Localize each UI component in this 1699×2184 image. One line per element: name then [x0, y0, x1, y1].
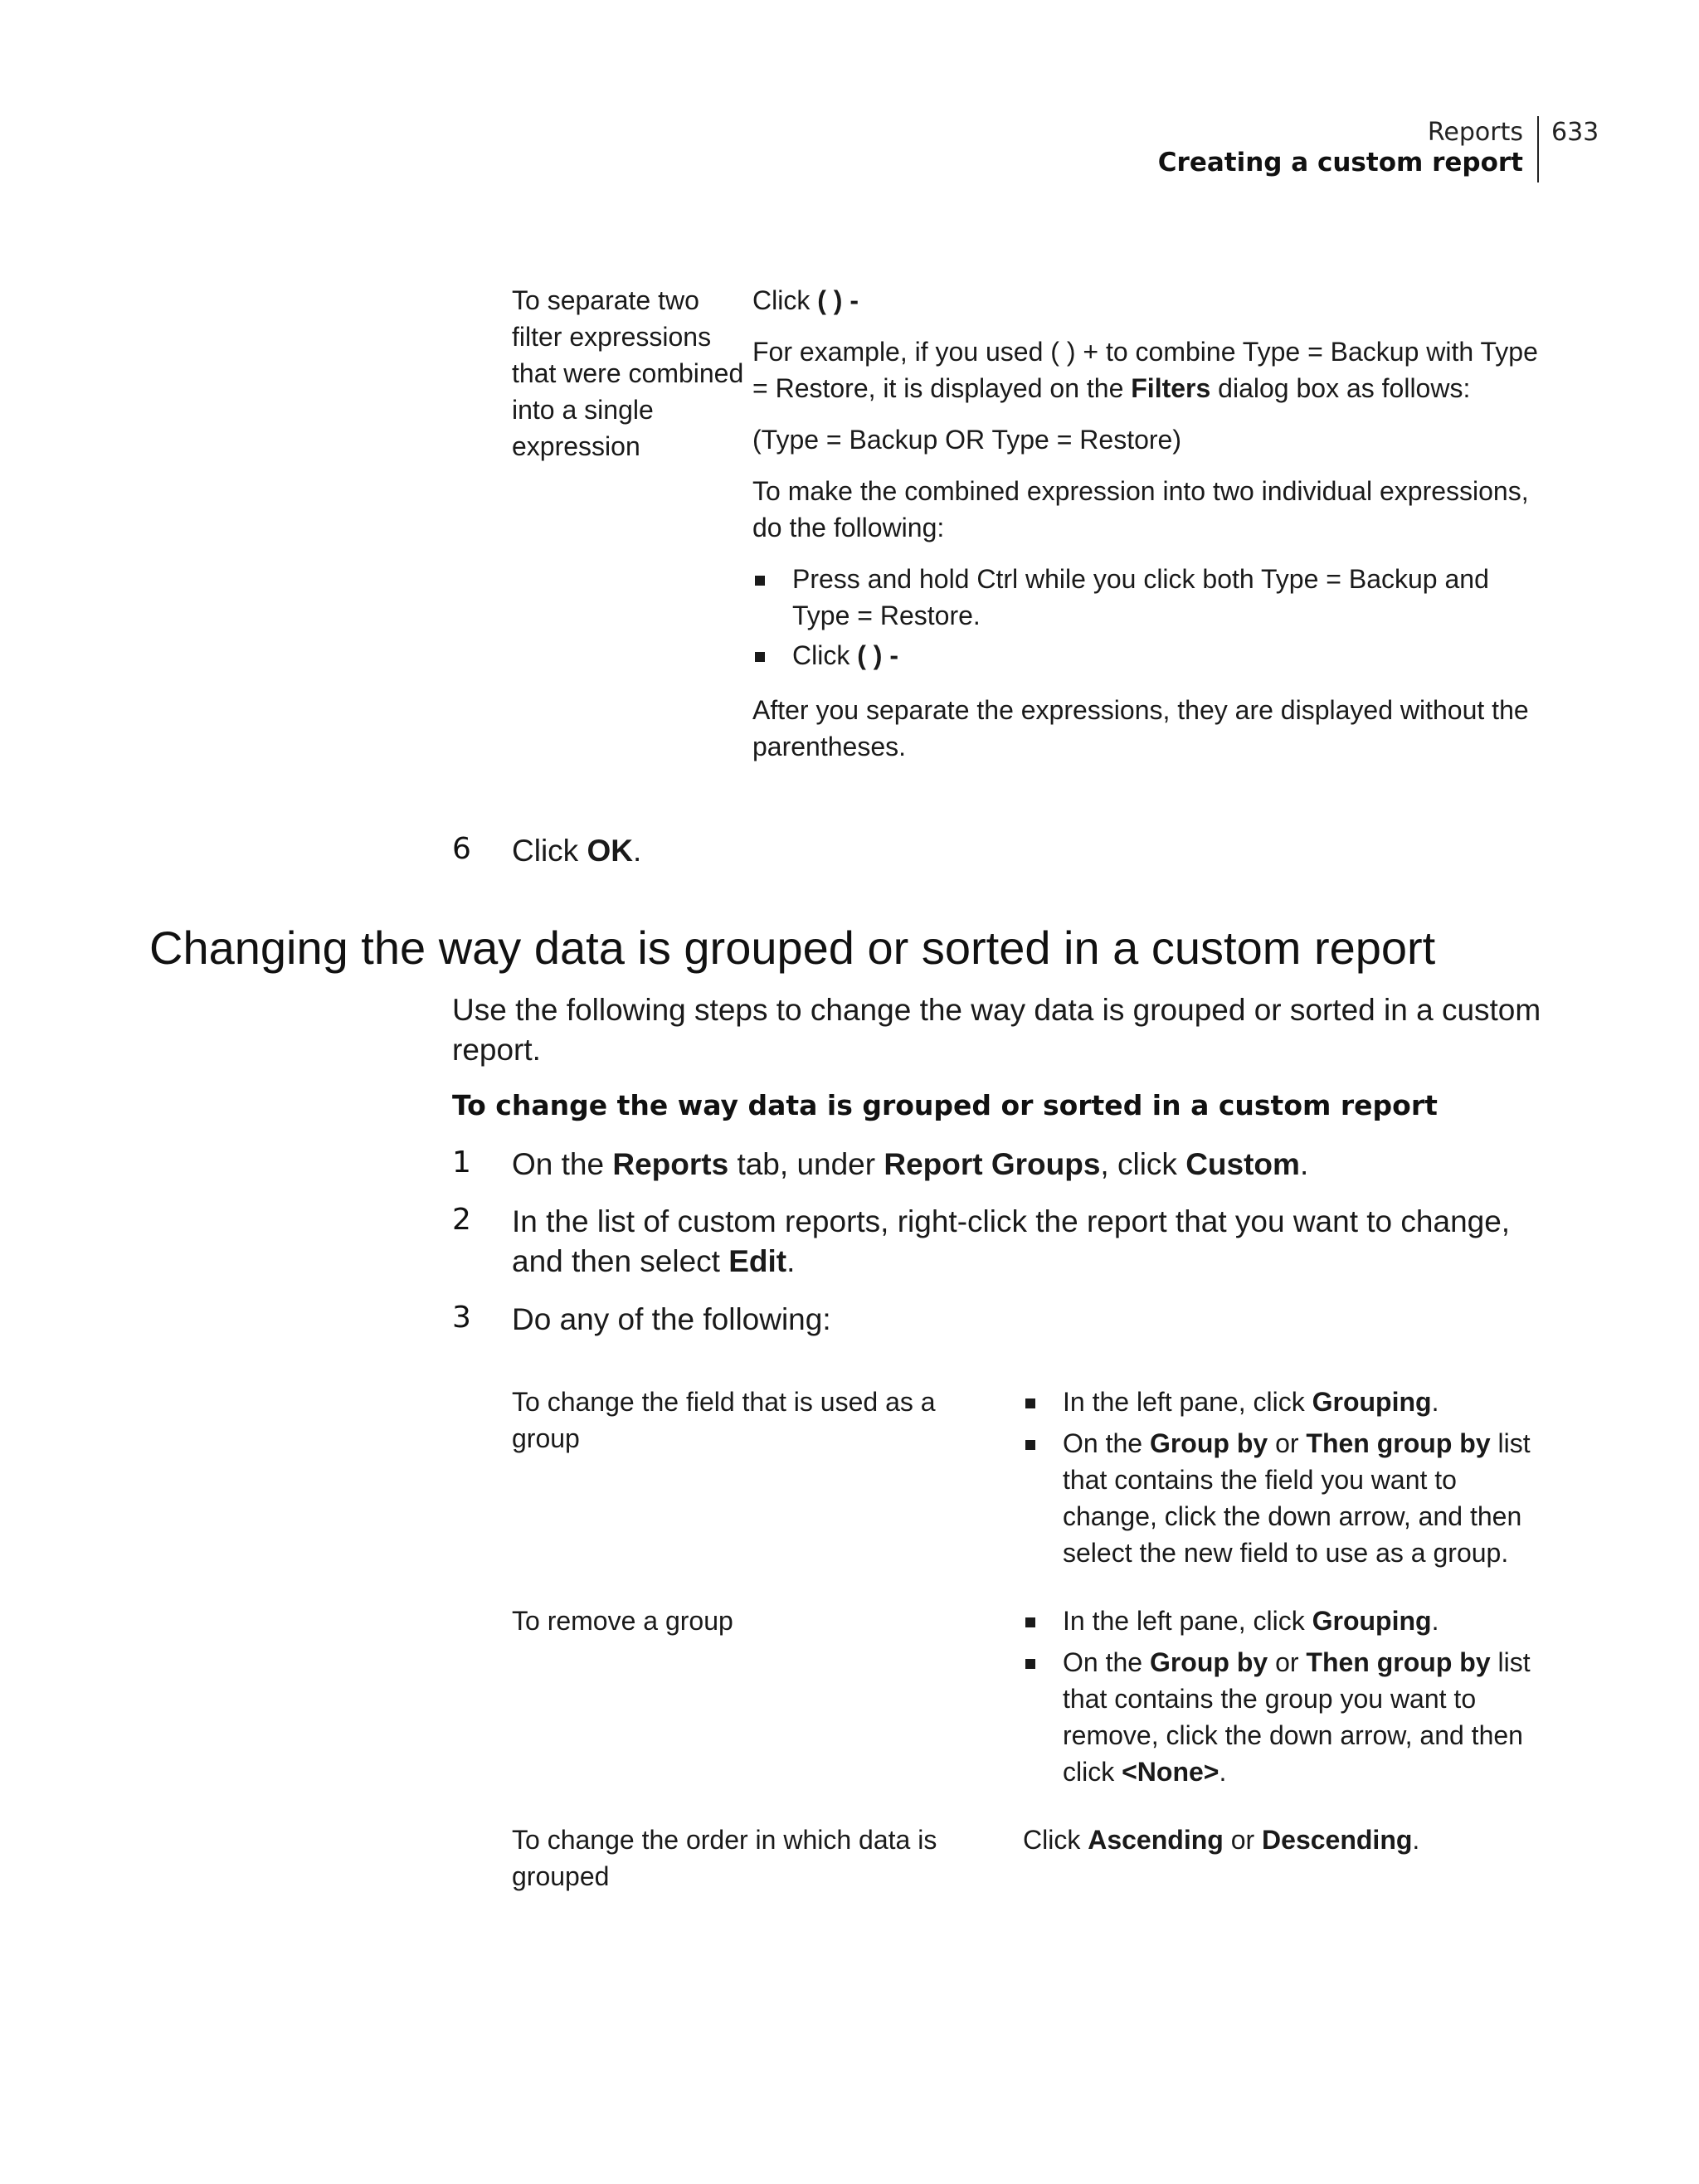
- text: list that contains the field you want to change, click the down arrow, and then select the new field to use as a group.: [1063, 1428, 1531, 1568]
- ui-button-ref: ( ) -: [817, 285, 859, 315]
- table-row-action-separate: [752, 282, 1541, 780]
- text: In the left pane, click: [1063, 1387, 1312, 1417]
- section-heading: Changing the way data is grouped or sorted in a custom report: [149, 922, 1436, 974]
- text: or: [1268, 1428, 1307, 1458]
- table-row-action: [1023, 1822, 1546, 1858]
- list-item: Press and hold Ctrl while you click both Type = Backup and Type = Restore.: [752, 561, 1541, 634]
- running-header: [0, 114, 1699, 189]
- text: list that contains the group you want to remove, click the down arrow, and then click: [1063, 1647, 1531, 1787]
- text: .: [632, 834, 642, 868]
- list-item: [1023, 1384, 1546, 1420]
- ui-list-ref: Then group by: [1306, 1647, 1491, 1677]
- text: On the: [1063, 1647, 1150, 1677]
- text: .: [1412, 1825, 1420, 1855]
- text: Click: [512, 834, 587, 868]
- ui-button-ref: ( ) -: [857, 640, 898, 670]
- text: In the list of custom reports, right-click the report that you want to change, and then select: [512, 1204, 1511, 1278]
- example-paragraph: [752, 333, 1541, 406]
- text: .: [1219, 1757, 1227, 1787]
- text: .: [786, 1244, 796, 1278]
- text: or: [1268, 1647, 1307, 1677]
- ui-option-ref: Ascending: [1088, 1825, 1224, 1855]
- step-text: [512, 831, 1549, 871]
- ui-option-ref: <None>: [1122, 1757, 1219, 1787]
- step-text: [512, 1145, 1549, 1184]
- instruction-intro: To make the combined expression into two individual expressions, do the following:: [752, 476, 1529, 542]
- step-text: Do any of the following:: [512, 1302, 831, 1336]
- header-chapter-title: Creating a custom report: [1157, 148, 1523, 178]
- ui-item-ref: Custom: [1185, 1147, 1300, 1181]
- ui-button-ref: OK: [587, 834, 633, 868]
- table-row-action: [1023, 1384, 1546, 1576]
- text: Click: [792, 640, 858, 670]
- ui-list-ref: Group by: [1149, 1428, 1268, 1458]
- list-item: [752, 637, 1541, 674]
- text: On the: [512, 1147, 613, 1181]
- ui-tab-ref: Reports: [612, 1147, 729, 1181]
- list-item: [1023, 1425, 1546, 1571]
- ui-dialog-ref: Filters: [1131, 373, 1211, 403]
- table-row-label: To change the field that is used as a group: [512, 1387, 936, 1453]
- text: dialog box as follows:: [1210, 373, 1471, 403]
- step-text: [512, 1202, 1549, 1282]
- ui-option-ref: Descending: [1262, 1825, 1413, 1855]
- list-item: [1023, 1603, 1546, 1639]
- text: Click: [1023, 1825, 1088, 1855]
- after-note: After you separate the expressions, they are displayed without the parentheses.: [752, 695, 1529, 761]
- table-row-action: [1023, 1603, 1546, 1795]
- list-item: [1023, 1644, 1546, 1790]
- text: , click: [1100, 1147, 1186, 1181]
- header-section-title: Reports: [1427, 118, 1523, 147]
- text: .: [1431, 1606, 1439, 1636]
- ui-group-ref: Report Groups: [884, 1147, 1101, 1181]
- table-row-label: To change the order in which data is grouped: [512, 1825, 937, 1891]
- step-number: 3: [452, 1301, 471, 1335]
- text: On the: [1063, 1428, 1150, 1458]
- header-divider: [1537, 116, 1539, 182]
- text: Click: [752, 285, 818, 315]
- ui-list-ref: Group by: [1149, 1647, 1268, 1677]
- text: For example, if you used ( ) + to combine Type = Backup with Type = Restore, it is displayed on the: [752, 337, 1538, 403]
- ui-list-ref: Then group by: [1306, 1428, 1491, 1458]
- ui-pane-ref: Grouping: [1312, 1387, 1432, 1417]
- table-row-label-separate: To separate two filter expressions that were combined into a single expression: [512, 285, 744, 461]
- step-number: 2: [452, 1203, 471, 1237]
- ui-menu-ref: Edit: [728, 1244, 787, 1278]
- step-number: 6: [452, 832, 471, 866]
- expression-example: (Type = Backup OR Type = Restore): [752, 425, 1181, 455]
- text: .: [1431, 1387, 1439, 1417]
- action-click-line: [752, 282, 1541, 319]
- table-row-label: To remove a group: [512, 1606, 733, 1636]
- text: In the left pane, click: [1063, 1606, 1312, 1636]
- section-intro: Use the following steps to change the way data is grouped or sorted in a custom report.: [452, 993, 1541, 1067]
- text: .: [1299, 1147, 1309, 1181]
- text: tab, under: [728, 1147, 884, 1181]
- page-number: 633: [1551, 118, 1599, 147]
- procedure-title: To change the way data is grouped or sorted in a custom report: [452, 1089, 1438, 1121]
- step-number: 1: [452, 1146, 471, 1180]
- text: or: [1223, 1825, 1263, 1855]
- ui-pane-ref: Grouping: [1312, 1606, 1432, 1636]
